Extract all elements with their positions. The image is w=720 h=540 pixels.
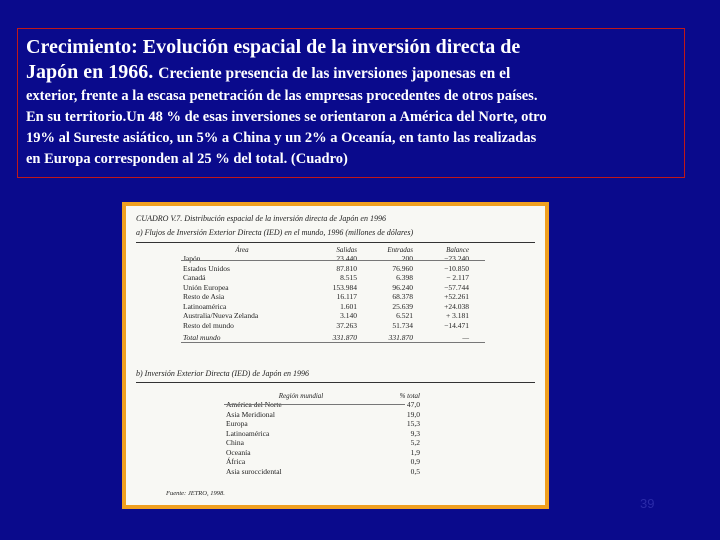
table-source: Fuente: JETRO, 1998. bbox=[166, 490, 225, 497]
body-line-3: 19% al Sureste asiático, un 5% a China y un 2% a Oceanía, en tanto las realizadas bbox=[26, 130, 537, 146]
table-row bbox=[181, 321, 471, 331]
area-value: 87.810 bbox=[336, 263, 357, 273]
body-line-2: En su territorio.Un 48 % de esas inversiones se orientaron a América del Norte, otro bbox=[26, 109, 547, 125]
area-value: 51.734 bbox=[392, 320, 413, 330]
area-value: — bbox=[462, 333, 469, 342]
area-name: Estados Unidos bbox=[183, 263, 230, 273]
area-value: 331.870 bbox=[388, 333, 413, 342]
table-row bbox=[224, 410, 422, 420]
area-value: −57.744 bbox=[444, 282, 469, 292]
table-image-frame bbox=[122, 202, 549, 509]
region-percent: 1,9 bbox=[410, 447, 420, 457]
table-row bbox=[224, 438, 422, 448]
region-percent: 15,3 bbox=[406, 419, 420, 428]
text-box bbox=[17, 28, 685, 178]
area-value: 200 bbox=[401, 254, 413, 263]
investment-flows-table: Área Salidas Entradas Balance Japón 23.440 200 −23.240 Estados Unidos 87.810 76.960 −10.850 Canadá 8.515 6.398 − 2.117 Unión Europea 153.984 96.240 −57.744 Resto de Asia 16.117 68.378 +52.261 Latinoamérica 1.601 25.639 +24.038 Australia/Nueva Zelanda 3.140 6.521 + 3.181 Resto del mundo 37.263 51.734 −14.471 Total mundo 331.870 331.870 — bbox=[183, 246, 469, 342]
area-value: 8.515 bbox=[340, 273, 357, 282]
table-row bbox=[224, 429, 422, 439]
area-name: Unión Europea bbox=[183, 282, 229, 292]
region-name: Asia Meridional bbox=[226, 409, 275, 419]
area-value: 25.639 bbox=[392, 301, 413, 311]
area-value: −14.471 bbox=[444, 320, 469, 330]
area-value: 153.984 bbox=[332, 282, 357, 292]
section-b-title: b) Inversión Exterior Directa (IED) de Japón en 1996 bbox=[136, 369, 309, 378]
title-line-1: Crecimiento: Evolución espacial de la inversión directa de bbox=[26, 36, 521, 58]
region-name: China bbox=[226, 438, 244, 447]
body-line-1: exterior, frente a la escasa penetración de las empresas procedentes de otros países. bbox=[26, 88, 538, 104]
area-name: Latinoamérica bbox=[183, 301, 227, 311]
area-value: 76.960 bbox=[392, 263, 413, 273]
table-row bbox=[181, 292, 471, 302]
region-percent: 0,5 bbox=[410, 466, 420, 476]
region-percent: 19,0 bbox=[406, 409, 420, 419]
table-row bbox=[224, 457, 422, 467]
page-number: 39 bbox=[640, 496, 655, 511]
title-line-2: Japón en 1966. Creciente presencia de las inversiones japonesas en el bbox=[26, 61, 511, 83]
region-name: América del Norte bbox=[226, 400, 282, 409]
area-value: 6.521 bbox=[396, 311, 413, 320]
area-value: 96.240 bbox=[392, 282, 413, 292]
area-value: −23.240 bbox=[444, 254, 469, 263]
area-name: Australia/Nueva Zelanda bbox=[183, 311, 259, 320]
table-row bbox=[224, 467, 422, 477]
area-value: 6.398 bbox=[396, 273, 413, 282]
table-row bbox=[181, 264, 471, 274]
region-name: Latinoamérica bbox=[226, 428, 270, 438]
table-row bbox=[224, 448, 422, 458]
region-name: África bbox=[226, 457, 246, 466]
area-value: 1.601 bbox=[340, 301, 357, 311]
area-name: Japón bbox=[183, 254, 201, 263]
area-value: 23.440 bbox=[336, 254, 357, 263]
area-name: Resto de Asia bbox=[183, 292, 225, 301]
table-row bbox=[181, 311, 471, 321]
region-percent: 5,2 bbox=[410, 438, 420, 447]
area-name: Total mundo bbox=[183, 333, 221, 342]
area-value: − 2.117 bbox=[446, 273, 469, 282]
table-row bbox=[224, 419, 422, 429]
table-row bbox=[181, 273, 471, 283]
scanned-table bbox=[126, 206, 545, 505]
table-caption: CUADRO V.7. Distribución espacial de la inversión directa de Japón en 1996 bbox=[136, 214, 386, 223]
body-line-4: en Europa corresponden al 25 % del total. (Cuadro) bbox=[26, 151, 348, 167]
area-value: 37.263 bbox=[336, 320, 357, 330]
table-row bbox=[181, 254, 471, 264]
region-name: Asia suroccidental bbox=[226, 466, 282, 476]
area-value: 68.378 bbox=[392, 292, 413, 301]
region-percent: 9,3 bbox=[410, 428, 420, 438]
area-value: 16.117 bbox=[336, 292, 357, 301]
area-value: +24.038 bbox=[444, 301, 469, 311]
area-value: 331.870 bbox=[332, 333, 357, 342]
area-value: +52.261 bbox=[444, 292, 469, 301]
region-name: Oceanía bbox=[226, 447, 251, 457]
table-row bbox=[181, 283, 471, 293]
region-name: Europa bbox=[226, 419, 248, 428]
table-total-row bbox=[181, 330, 471, 343]
japan-investment-table: Región mundial % total América del Norte 47,0 Asia Meridional 19,0 Europa 15,3 Latinoamérica 9,3 China 5,2 Oceanía 1,9 África 0,9 Asia suroccidental 0,5 bbox=[226, 392, 420, 476]
area-value: −10.850 bbox=[444, 263, 469, 273]
area-name: Canadá bbox=[183, 273, 206, 282]
section-a-title: a) Flujos de Inversión Exterior Directa (IED) en el mundo, 1996 (millones de dólares) bbox=[136, 228, 414, 237]
area-value: + 3.181 bbox=[446, 311, 469, 320]
area-name: Resto del mundo bbox=[183, 320, 234, 330]
area-value: 3.140 bbox=[340, 311, 357, 320]
region-percent: 47,0 bbox=[406, 400, 420, 409]
region-percent: 0,9 bbox=[410, 457, 420, 466]
table-row bbox=[181, 302, 471, 312]
